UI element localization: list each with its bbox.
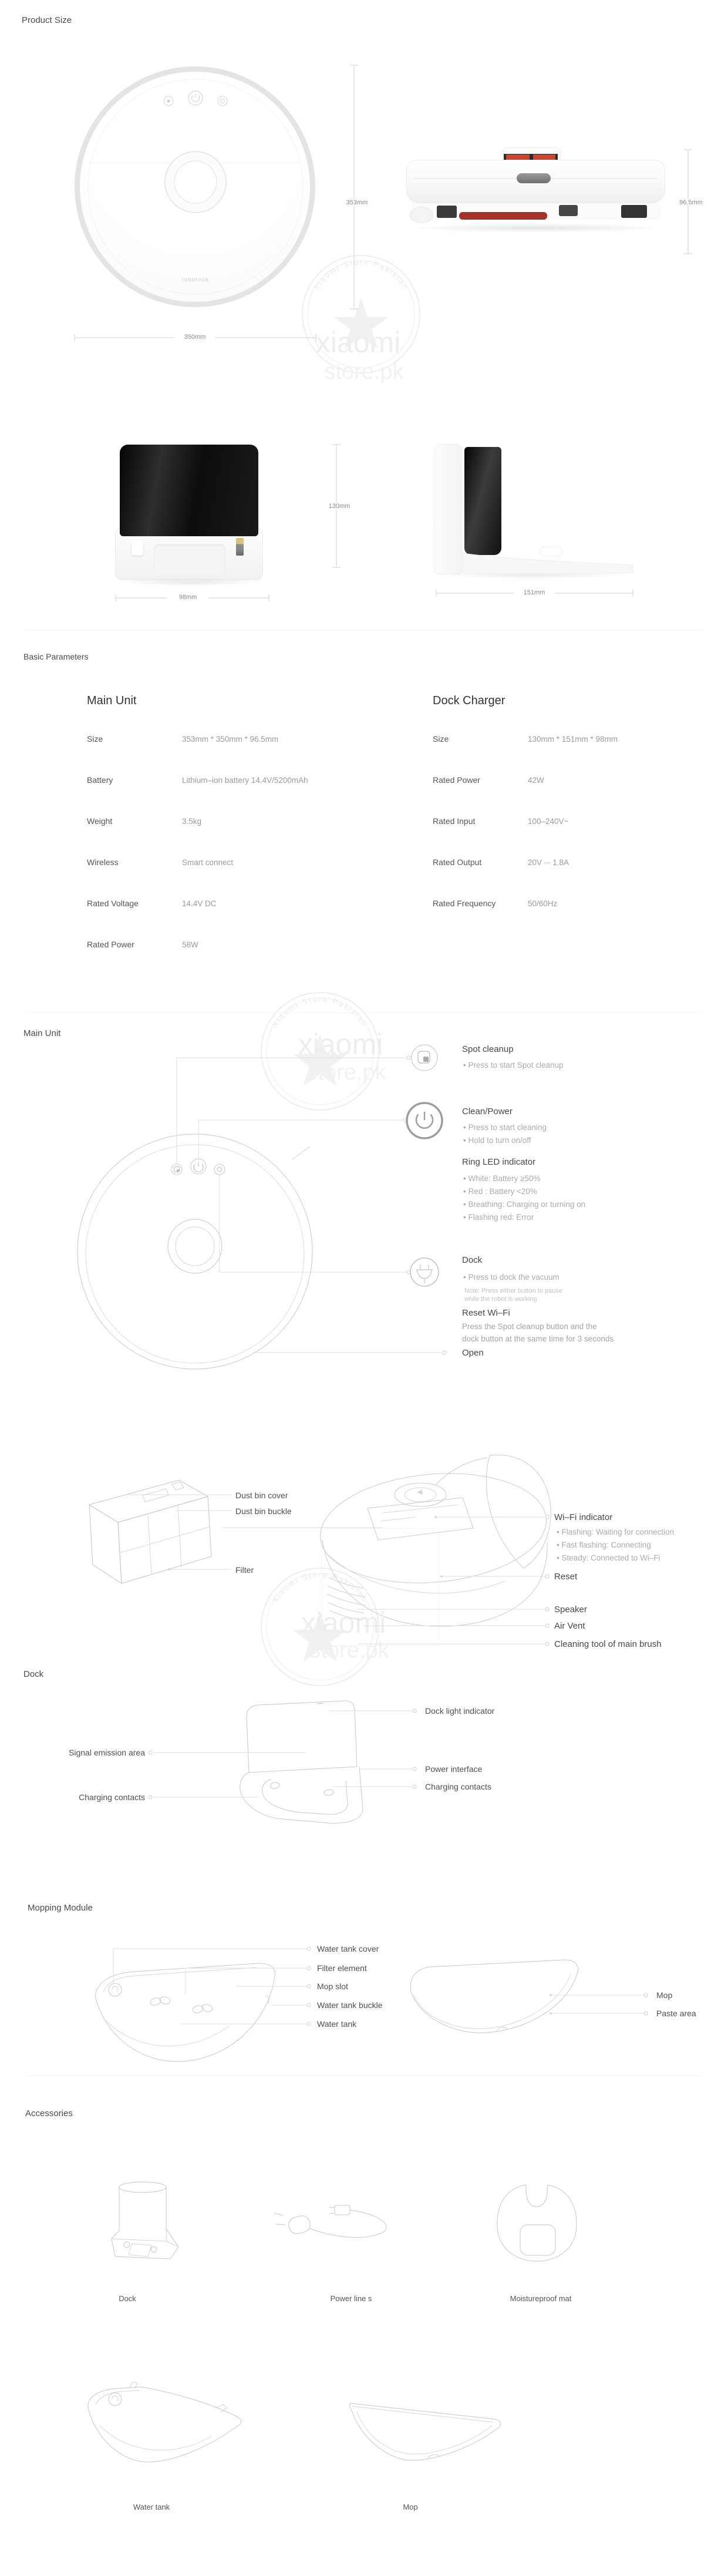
main-unit-line-drawing xyxy=(77,1134,312,1369)
spec-value: 130mm * 151mm * 98mm xyxy=(528,735,618,744)
spec-label: Size xyxy=(433,734,449,744)
dock-line-drawing xyxy=(240,1701,363,1823)
power-interface-label: Power interface xyxy=(425,1764,483,1774)
spec-label: Size xyxy=(87,734,103,744)
ring-led-bullet: • Red : Battery <20% xyxy=(463,1187,537,1196)
spec-label: Wireless xyxy=(87,857,119,867)
wifi-indicator-bullet: • Flashing: Waiting for connection xyxy=(557,1528,675,1536)
dim-height-353: 353mm xyxy=(336,199,378,206)
dock-callout-lines xyxy=(154,1711,412,1797)
spec-label: Rated Power xyxy=(87,940,134,949)
dock-plug-icon xyxy=(410,1258,439,1286)
clean-power-bullet: • Hold to turn on/off xyxy=(463,1136,531,1145)
reset-wifi-body: Press the Spot cleanup button and the xyxy=(462,1322,597,1331)
watermark-stamp-middle xyxy=(261,993,387,1110)
water-tank-label: Water tank xyxy=(317,2019,357,2029)
ring-led-title: Ring LED indicator xyxy=(462,1157,536,1167)
dock-callout-note: Note: Press either button to pause xyxy=(464,1287,562,1294)
spec-value: 58W xyxy=(182,940,198,949)
spot-cleanup-title: Spot cleanup xyxy=(462,1044,514,1054)
dim-width-350: 350mm xyxy=(174,334,215,341)
dock-button-drawing xyxy=(214,1164,225,1175)
dock-callout-bullet: • Press to dock the vacuum xyxy=(463,1273,560,1282)
spec-value: Lithium–ion battery 14.4V/5200mAh xyxy=(182,776,308,785)
mopping-point-dots xyxy=(550,1994,552,2015)
dust-bin-buckle-label: Dust bin buckle xyxy=(235,1506,292,1516)
dock-side-nub xyxy=(540,547,562,556)
exploded-point-dots xyxy=(168,1516,443,1578)
power-button xyxy=(188,91,203,105)
watermark-ring-text: Xiaomi Store Pakistan xyxy=(270,1570,370,1605)
mop-drawing xyxy=(410,1960,578,2033)
filter-label: Filter xyxy=(235,1565,254,1575)
power-button-drawing xyxy=(191,1159,206,1174)
exploded-end-markers xyxy=(545,1515,549,1646)
dock-end-markers xyxy=(149,1709,416,1799)
accessory-water-tank-drawing xyxy=(88,2382,241,2462)
dock-charger-table-title: Dock Charger xyxy=(433,694,505,707)
reset-label: Reset xyxy=(554,1572,578,1582)
spec-value: Smart connect xyxy=(182,858,234,867)
product-size-heading: Product Size xyxy=(22,15,72,25)
spec-label: Rated Power xyxy=(433,775,480,785)
accessory-mop-drawing xyxy=(350,2403,501,2460)
spot-cleanup-bullet: • Press to start Spot cleanup xyxy=(463,1061,564,1070)
ring-led-bullet: • Breathing: Charging or turning on xyxy=(463,1200,586,1209)
main-unit-section-heading: Main Unit xyxy=(23,1028,61,1038)
main-unit-table-title: Main Unit xyxy=(87,694,137,707)
spec-label: Rated Input xyxy=(433,816,476,826)
watermark-brand: xiaomi xyxy=(315,326,401,359)
spec-value: 3.5kg xyxy=(182,817,202,826)
spec-value: 50/60Hz xyxy=(528,899,558,908)
spec-value: 100–240V~ xyxy=(528,817,569,826)
mopping-end-markers xyxy=(307,1947,648,2026)
wifi-indicator-bullet: • Fast flashing: Connecting xyxy=(557,1541,651,1549)
watermark-stamp-bottom xyxy=(261,1528,439,1686)
dock-button xyxy=(218,96,227,106)
ring-led-bullet: • White: Battery ≥50% xyxy=(463,1174,541,1183)
water-tank-drawing xyxy=(95,1963,275,2062)
wifi-indicator-title: Wi–Fi indicator xyxy=(554,1512,613,1522)
spec-label: Rated Frequency xyxy=(433,899,496,908)
accessory-dock-drawing xyxy=(112,2182,178,2259)
water-tank-cover-label: Water tank cover xyxy=(317,1944,379,1953)
roborock-logo-text: roborock xyxy=(181,277,210,283)
watermark-domain: store.pk xyxy=(324,359,404,384)
accessory-dock-label: Dock xyxy=(119,2294,136,2303)
paste-area-label: Paste area xyxy=(656,2009,696,2018)
mop-slot-label: Mop slot xyxy=(317,1982,348,1991)
svg-text:Xiaomi Store Pakistan xyxy=(271,995,370,1029)
clean-power-bullet: • Press to start cleaning xyxy=(463,1123,547,1132)
water-tank-buckle-label: Water tank buckle xyxy=(317,2000,383,2010)
reset-wifi-body: dock button at the same time for 3 seconds xyxy=(462,1334,614,1343)
dust-bin-cover-label: Dust bin cover xyxy=(235,1491,288,1500)
spot-cleanup-button-drawing xyxy=(171,1164,182,1175)
robot-top-view-details xyxy=(88,79,303,294)
accessory-power-line-drawing xyxy=(274,2205,386,2237)
ring-led-bullet: • Flashing red: Error xyxy=(463,1213,534,1222)
mopping-module-heading: Mopping Module xyxy=(28,1903,93,1913)
dim-width-151: 151mm xyxy=(514,589,555,596)
accessory-moistureproof-mat-label: Moistureproof mat xyxy=(510,2294,572,2303)
dock-callout-note: while the robot is working xyxy=(464,1296,537,1303)
dim-height-130: 130mm xyxy=(319,503,360,510)
dim-width-98: 98mm xyxy=(167,594,208,601)
accessory-mop-label: Mop xyxy=(403,2503,418,2511)
dust-bin-drawing xyxy=(89,1480,211,1583)
filter-element-label: Filter element xyxy=(317,1963,367,1973)
accessories-heading: Accessories xyxy=(25,2108,73,2118)
main-unit-callout-lines xyxy=(177,1058,442,1353)
signal-emission-area-label: Signal emission area xyxy=(69,1748,145,1757)
power-icon xyxy=(407,1103,442,1138)
spec-value: 20V ⎓ 1.8A xyxy=(528,858,569,867)
spec-value: 42W xyxy=(528,776,544,785)
charging-contacts-right-label: Charging contacts xyxy=(425,1782,491,1791)
wifi-indicator-bullet: • Steady: Connected to Wi–Fi xyxy=(557,1553,660,1562)
clean-power-title: Clean/Power xyxy=(462,1107,513,1117)
watermark-ring-text: Xiaomi Store Pakistan xyxy=(270,994,370,1029)
speaker-label: Speaker xyxy=(554,1605,587,1615)
spot-cleanup-button xyxy=(164,96,173,106)
exploded-robot-drawing xyxy=(316,1455,551,1626)
cleaning-tool-label: Cleaning tool of main brush xyxy=(554,1639,662,1649)
spec-value: 14.4V DC xyxy=(182,899,217,908)
accessory-water-tank-label: Water tank xyxy=(133,2503,170,2511)
svg-text:Xiaomi Store Pakistan xyxy=(312,258,411,292)
accessory-power-line-label: Power line s xyxy=(330,2294,372,2303)
watermark-stamp-top xyxy=(302,255,420,384)
dock-callout-title: Dock xyxy=(462,1255,483,1265)
spec-label: Weight xyxy=(87,816,113,826)
spec-label: Battery xyxy=(87,775,113,785)
spot-cleanup-icon xyxy=(412,1045,437,1071)
spec-label: Rated Voltage xyxy=(87,899,139,908)
mop-label: Mop xyxy=(656,1990,673,2000)
reset-wifi-title: Reset Wi–Fi xyxy=(462,1308,510,1318)
open-label: Open xyxy=(462,1348,484,1358)
spec-value: 353mm * 350mm * 96.5mm xyxy=(182,735,279,744)
callout-end-markers xyxy=(403,1056,446,1354)
dock-section-heading: Dock xyxy=(23,1669,44,1679)
watermark-domain: store.pk xyxy=(309,1638,389,1663)
air-vent-label: Air Vent xyxy=(554,1621,585,1631)
charging-contacts-left-label: Charging contacts xyxy=(79,1793,145,1802)
basic-parameters-heading: Basic Parameters xyxy=(23,652,89,661)
watermark-domain: store.pk xyxy=(306,1060,386,1085)
accessory-mat-drawing xyxy=(497,2185,577,2261)
watermark-ring-text: Xiaomi Store Pakistan xyxy=(311,257,411,292)
watermark-brand: xiaomi xyxy=(298,1028,383,1061)
dock-light-indicator-label: Dock light indicator xyxy=(425,1706,495,1716)
spec-label: Rated Output xyxy=(433,857,482,867)
watermark-brand: xiaomi xyxy=(301,1606,386,1639)
dim-height-96-5: 96.5mm xyxy=(670,199,712,206)
